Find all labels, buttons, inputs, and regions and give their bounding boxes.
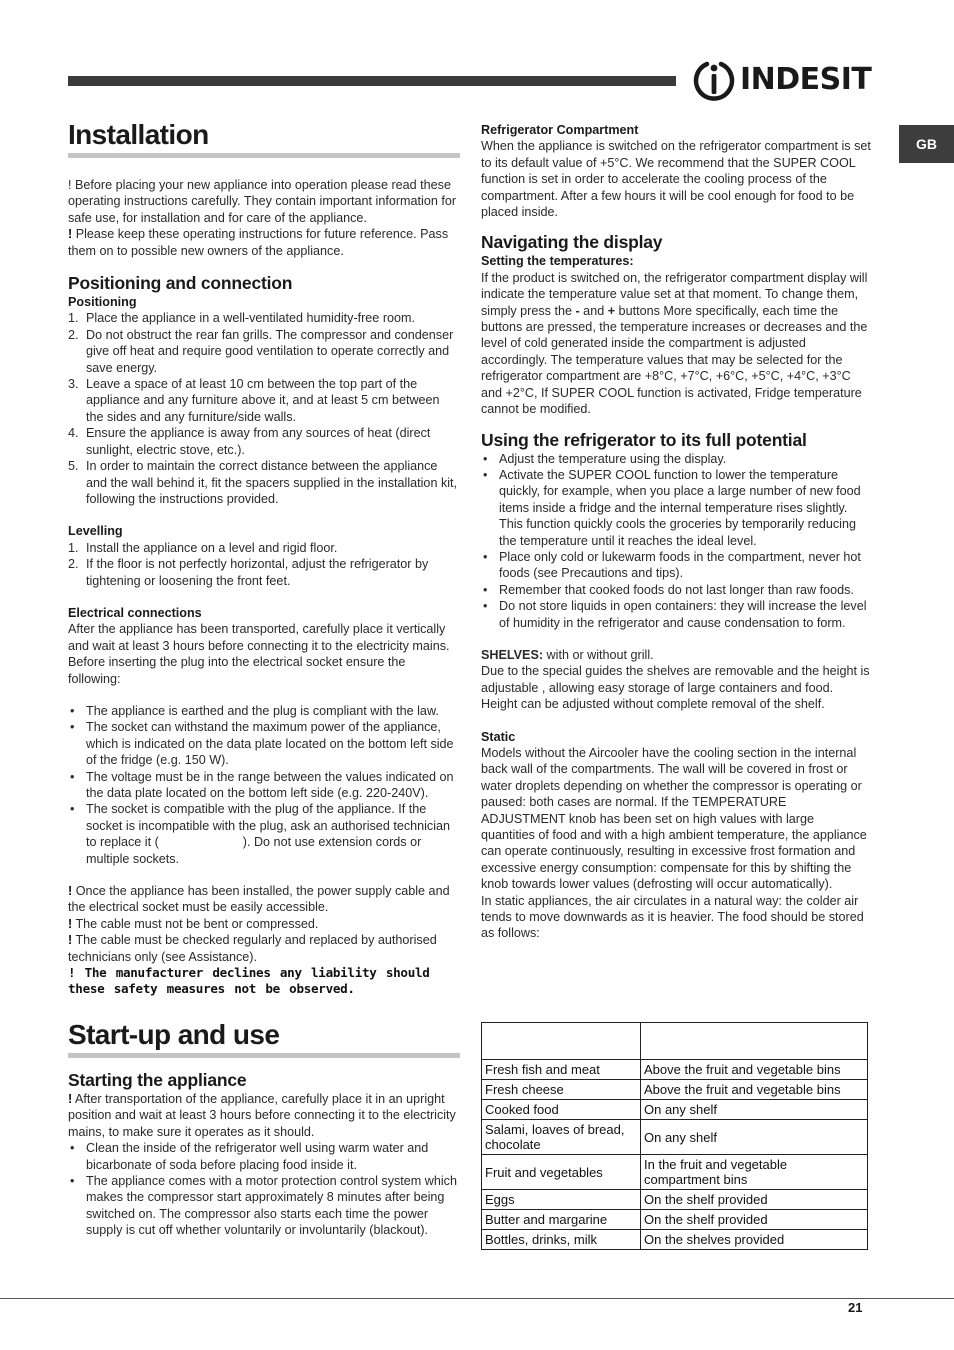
full-potential-list <box>481 451 871 631</box>
setting-temperatures-subheading: Setting the temperatures: <box>481 254 634 269</box>
list-item: • The socket can withstand the maximum power of the appliance, which is indicated on the data plate located on the bottom left side of the fridge (e.g. 150 W). <box>68 719 460 768</box>
electrical-note: ! Once the appliance has been installed, the power supply cable and the electrical socket must be easily accessible. <box>68 884 450 915</box>
list-item: • Remember that cooked foods do not last longer than raw foods. <box>481 582 871 598</box>
table-row: Eggs On the shelf provided <box>482 1190 868 1210</box>
positioning-heading: Positioning and connection <box>68 273 293 294</box>
fridge-compartment-text: When the appliance is switched on the refrigerator compartment is set to its default value of +5°C. We recommend that the SUPER COOL function is set in order to accelerate the cooling process of the compartment. After a few hours it will be cool enough for food to be placed inside. <box>481 139 871 220</box>
electrical-intro: After the appliance has been transported, carefully place it vertically and wait at least 3 hours before connecting it to the electricity mains. Before inserting the plug into the electrical socket ensure the following: <box>68 622 450 686</box>
shelves-line: SHELVES: with or without grill. <box>481 647 654 662</box>
list-item: 1. Install the appliance on a level and rigid floor. <box>68 540 338 555</box>
table-header-cell <box>641 1023 868 1060</box>
list-item: • Adjust the temperature using the display. <box>481 451 871 467</box>
liability-warning: ! The manufacturer declines any liability should these safety measures not be observed. <box>68 965 430 997</box>
exclamation-mark: ! <box>68 227 73 242</box>
table-header-cell <box>482 1023 641 1060</box>
language-tab: GB <box>899 125 954 163</box>
right-column <box>481 122 871 942</box>
table-row: Fruit and vegetables In the fruit and vegetable compartment bins <box>482 1155 868 1190</box>
navigating-text: If the product is switched on, the refrigerator compartment display will indicate the temperature value set at that moment. To change them, simply press the - and + buttons More specifically, each time the buttons are pressed, the temperature increases or decreases and the level of cold generated inside the compartment is adjusted accordingly. The temperature values that may be selected for the refrigerator compartment are +8°C, +7°C, +6°C, +5°C, +4°C, +3°C and +2°C, If SUPER COOL function is activated, Fridge temperature cannot be modified. <box>481 270 868 417</box>
list-item: 1. Place the appliance in a well-ventilated humidity-free room. <box>68 311 416 326</box>
header-bar <box>68 76 676 86</box>
list-item: • The appliance comes with a motor protection control system which makes the compressor start approximately 8 minutes after being switched on. The compressor also starts each time the power supply is cut off whether voluntarily or involuntarily (blackout). <box>68 1173 460 1239</box>
startup-title: Start-up and use <box>68 1018 280 1050</box>
list-item: • The socket is compatible with the plug of the appliance. If the socket is incompatible with the plug, ask an authorised technician to replace it ( ). Do not use extension cords or multiple sockets. <box>68 801 460 867</box>
list-item: • Do not store liquids in open containers: they will increase the level of humidity in the refrigerator and cause condensation to form. <box>481 598 871 631</box>
table-row: Fresh fish and meat Above the fruit and vegetable bins <box>482 1060 868 1080</box>
table-row: Salami, loaves of bread, chocolate On any shelf <box>482 1120 868 1155</box>
brand-name: INDESIT <box>740 62 872 97</box>
table-row: Cooked food On any shelf <box>482 1100 868 1120</box>
static-text-2: In static appliances, the air circulates in a natural way: the colder air tends to move downwards as it is heavier. The food should be stored as follows: <box>481 893 864 941</box>
static-subheading: Static <box>481 729 516 744</box>
table-row: Butter and margarine On the shelf provided <box>482 1210 868 1230</box>
fridge-compartment-subheading: Refrigerator Compartment <box>481 123 639 137</box>
table-row: Fresh cheese Above the fruit and vegetable bins <box>482 1080 868 1100</box>
navigating-heading: Navigating the display <box>481 232 663 253</box>
table-row: Bottles, drinks, milk On the shelves provided <box>482 1230 868 1250</box>
title-rule <box>68 153 460 158</box>
electrical-list <box>68 703 460 867</box>
indesit-logo <box>692 58 872 106</box>
footer-rule <box>0 1298 954 1299</box>
positioning-subheading: Positioning <box>68 295 137 310</box>
table-header-row <box>482 1023 868 1060</box>
left-column <box>68 118 460 1239</box>
title-rule <box>68 1053 460 1058</box>
list-item: • The appliance is earthed and the plug is compliant with the law. <box>68 703 460 719</box>
list-item: 2. Do not obstruct the rear fan grills. The compressor and condenser give off heat and require good ventilation to operate correctly and save energy. <box>68 327 454 375</box>
list-item: • Place only cold or lukewarm foods in the compartment, never hot foods (see Precautions and tips). <box>481 549 871 582</box>
list-item: 5. In order to maintain the correct distance between the appliance and the wall behind it, fit the spacers supplied in the installation kit, following the instructions provided. <box>68 459 458 506</box>
list-item: • The voltage must be in the range between the values indicated on the data plate located on the bottom left side (e.g. 220-240V). <box>68 769 460 802</box>
levelling-subheading: Levelling <box>68 524 123 539</box>
logo-mark-icon <box>692 58 736 106</box>
full-potential-heading: Using the refrigerator to its full potential <box>481 429 807 450</box>
static-text: Models without the Aircooler have the cooling section in the internal back wall of the compartments. The wall will be covered in frost or water droplets depending on whether the compressor is operating or paused: both cases are normal. If the TEMPERATURE ADJUSTMENT knob has been set on high values with large quantities of food and with a high ambient temperature, the appliance can operate continuously, resulting in excessive frost formation and excessive energy consumption: compensate for this by shifting the knob towards lower values (defrosting will occur automatically). <box>481 746 867 892</box>
intro-note-text: Please keep these operating instructions for future reference. Pass them on to possible new owners of the appliance. <box>68 227 449 258</box>
electrical-note: ! The cable must be checked regularly and replaced by authorised technicians only (see Assistance). <box>68 933 437 964</box>
starting-list <box>68 1140 460 1238</box>
list-item: 4. Ensure the appliance is away from any sources of heat (direct sunlight, electric stove, etc.). <box>68 426 431 457</box>
intro-note <box>68 226 460 259</box>
intro-paragraph: ! Before placing your new appliance into operation please read these operating instructions carefully. They contain important information for safe use, for installation and for care of the appliance. <box>68 178 457 225</box>
starting-heading: Starting the appliance <box>68 1069 247 1090</box>
electrical-note: ! The cable must not be bent or compressed. <box>68 916 319 931</box>
positioning-list <box>68 310 460 507</box>
installation-title: Installation <box>68 119 209 150</box>
levelling-list <box>68 540 460 589</box>
food-storage-table <box>481 1022 868 1250</box>
list-item: • Activate the SUPER COOL function to lower the temperature quickly, for example, when you place a large number of new food items inside a fridge and the internal temperature rises slightly. This function quickly cools the groceries by temporarily reducing the temperature until it reaches the ideal level. <box>481 467 871 549</box>
page-number: 21 <box>848 1300 863 1315</box>
list-item: 3. Leave a space of at least 10 cm between the top part of the appliance and any furniture above it, and at least 5 cm between the sides and any furniture/side walls. <box>68 377 440 424</box>
electrical-subheading: Electrical connections <box>68 605 202 620</box>
starting-intro: ! After transportation of the appliance, carefully place it in an upright position and wait at least 3 hours before connecting it to the electricity mains, to make sure it operates as it should. <box>68 1091 456 1139</box>
list-item: 2. If the floor is not perfectly horizontal, adjust the refrigerator by tightening or loosening the front feet. <box>68 557 429 588</box>
list-item: • Clean the inside of the refrigerator well using warm water and bicarbonate of soda before placing food inside it. <box>68 1140 460 1173</box>
shelves-text: Due to the special guides the shelves are removable and the height is adjustable , allowing easy storage of large containers and food. Height can be adjusted without complete removal of the shelf. <box>481 664 870 712</box>
